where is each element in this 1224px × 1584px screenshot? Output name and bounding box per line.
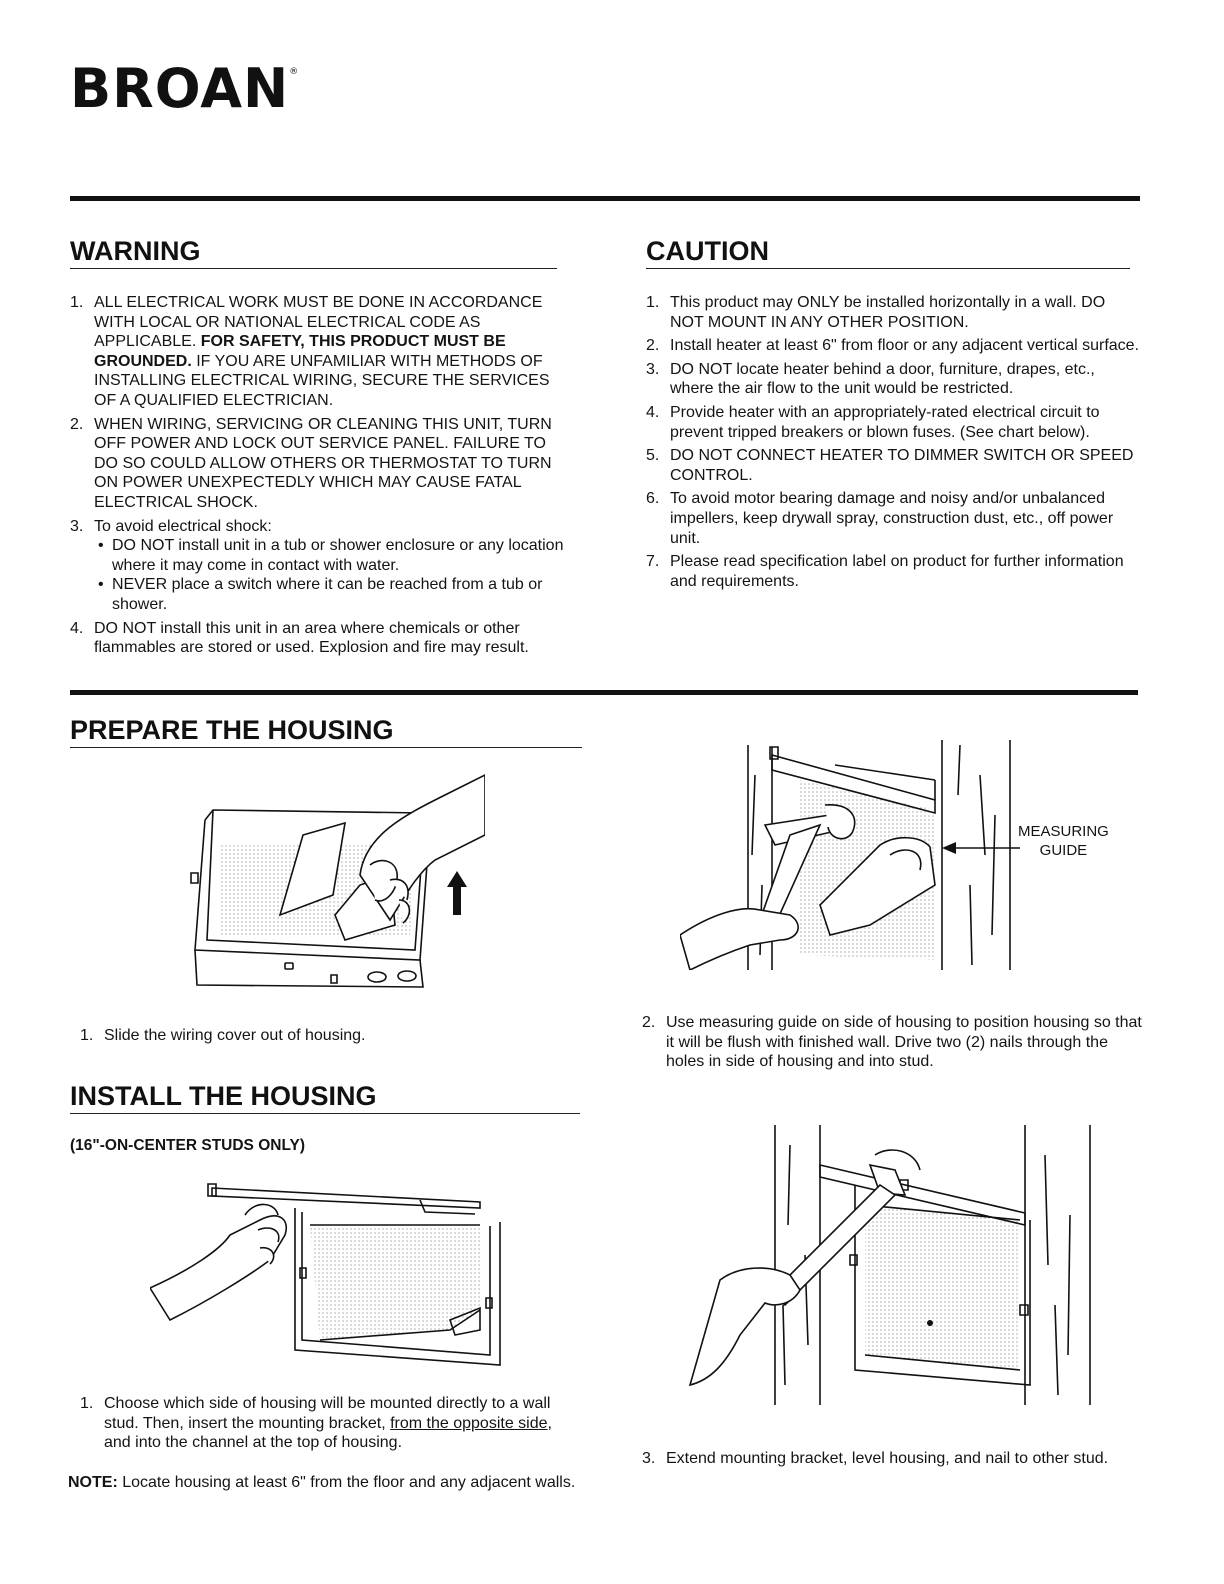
warning-item-1 [70, 293, 570, 411]
top-divider [70, 196, 1140, 201]
warning-item-2 [70, 415, 570, 513]
caution-item-2-text: Install heater at least 6" from floor or any adjacent vertical surface. [670, 337, 1140, 355]
caution-item-3 [646, 360, 1142, 399]
warning-item-4 [70, 619, 570, 658]
prepare-step-1 [80, 1026, 580, 1046]
prepare-heading-text: PREPARE THE HOUSING [70, 715, 394, 745]
warning-item-2-text: WHEN WIRING, SERVICING OR CLEANING THIS UNIT, TURN OFF POWER AND LOCK OUT SERVICE PANEL. FAILURE TO DO SO COULD ALLOW OTHERS OR THERMOSTAT TO TURN ON POWER UNEXPECTEDLY WHICH MAY CAUSE FATAL ELECTRICAL SHOCK. [94, 415, 552, 511]
prepare-heading [70, 714, 582, 748]
warning-list [70, 293, 570, 662]
warning-item-3-bullets [94, 536, 570, 614]
caution-item-3-text: DO NOT locate heater behind a door, furniture, drapes, etc., where the air flow to the unit would be restricted. [670, 360, 1095, 398]
item-number: 1. [646, 294, 660, 311]
install-step-3-text: Extend mounting bracket, level housing, and nail to other stud. [666, 1450, 1109, 1467]
caution-item-1 [646, 293, 1142, 332]
caution-item-5 [646, 446, 1142, 485]
warning-item-4-text: DO NOT install this unit in an area where chemicals or other flammables are stored or used. Explosion and fire may result. [94, 619, 529, 657]
bullet-item: • DO NOT install unit in a tub or shower enclosure or any location where it may come in contact with water. [94, 536, 570, 575]
install-step-1-text-a: Choose which side of housing will be mounted directly to a wall stud. Then, insert the mounting bracket, [104, 1395, 551, 1432]
item-number: 4. [70, 619, 84, 637]
warning-heading-text: WARNING [70, 236, 201, 266]
item-number: 2. [70, 415, 84, 433]
caution-item-1-text: This product may ONLY be installed horizontally in a wall. DO NOT MOUNT IN ANY OTHER POSITION. [670, 294, 1106, 331]
install-step-3 [642, 1449, 1142, 1469]
item-number: 7. [646, 553, 660, 571]
warning-heading [70, 235, 557, 269]
install-step-1 [80, 1394, 583, 1453]
caution-item-7 [646, 552, 1142, 591]
caution-heading-text: CAUTION [646, 236, 769, 266]
install-step-1-underlined: from the opposite side [390, 1414, 548, 1432]
install-step-2-text: Use measuring guide on side of housing to position housing so that it will be flush with finished wall. Drive two (2) nails through the holes in side of housing and into stud. [666, 1014, 1142, 1071]
middle-divider [70, 690, 1138, 695]
measuring-guide-illustration [680, 735, 1020, 970]
item-number: 1. [80, 1395, 94, 1412]
item-number: 1. [80, 1027, 94, 1044]
install-heading [70, 1080, 580, 1114]
warning-item-3 [70, 517, 570, 615]
warning-item-1-bold: FOR SAFETY, THIS PRODUCT MUST BE GROUNDED. [94, 333, 506, 370]
prepare-step-1-text: Slide the wiring cover out of housing. [104, 1027, 366, 1044]
callout-line-2: GUIDE [1039, 842, 1088, 859]
note-text: Locate housing at least 6" from the floor and any adjacent walls. [117, 1474, 576, 1491]
install-note [68, 1473, 583, 1493]
caution-item-6 [646, 489, 1142, 548]
right-step-2-list [642, 1013, 1142, 1076]
mounting-bracket-illustration [150, 1180, 510, 1370]
prepare-steps [80, 1026, 580, 1050]
install-heading-text: INSTALL THE HOUSING [70, 1081, 377, 1111]
item-number: 4. [646, 403, 660, 421]
caution-heading [646, 235, 1130, 269]
note-label: NOTE: [68, 1474, 118, 1491]
warning-item-1-text-b: IF YOU ARE UNFAMILIAR WITH METHODS OF INSTALLING ELECTRICAL WIRING, SECURE THE SERVICES OF A QUALIFIED ELECTRICIAN. [94, 352, 550, 409]
install-step-2 [642, 1013, 1142, 1072]
item-number: 2. [642, 1014, 656, 1031]
extend-bracket-illustration [680, 1125, 1110, 1405]
item-number: 3. [642, 1450, 656, 1467]
item-number: 2. [646, 337, 660, 355]
wiring-cover-illustration [185, 765, 485, 995]
warning-item-1-text-a: ALL ELECTRICAL WORK MUST BE DONE IN ACCORDANCE WITH LOCAL OR NATIONAL ELECTRICAL CODE AS APPLICABLE. [94, 294, 543, 351]
caution-list [646, 293, 1142, 595]
logo-text: BROAN [70, 57, 290, 120]
item-number: 6. [646, 490, 660, 508]
caution-item-2 [646, 336, 1142, 356]
caution-item-6-text: To avoid motor bearing damage and noisy and/or unbalanced impellers, keep drywall spray, construction dust, etc., off power unit. [670, 490, 1114, 547]
caution-item-7-text: Please read specification label on product for further information and requirements. [670, 553, 1124, 590]
item-number: 3. [646, 360, 660, 378]
warning-item-3-text: To avoid electrical shock: [94, 517, 272, 535]
right-step-3-list [642, 1449, 1142, 1473]
item-number: 1. [70, 294, 84, 311]
registered-mark: ® [289, 67, 300, 77]
caution-item-4 [646, 403, 1142, 442]
bullet-item: • NEVER place a switch where it can be reached from a tub or shower. [94, 575, 570, 614]
caution-item-5-text: DO NOT CONNECT HEATER TO DIMMER SWITCH OR SPEED CONTROL. [670, 447, 1134, 484]
install-step-1-text-b: , and into the channel at the top of housing. [104, 1414, 552, 1452]
install-steps [80, 1394, 583, 1457]
caution-item-4-text: Provide heater with an appropriately-rated electrical circuit to prevent tripped breakers or blown fuses. (See chart below). [670, 403, 1100, 441]
item-number: 5. [646, 447, 660, 465]
item-number: 3. [70, 517, 84, 535]
measuring-guide-callout [1018, 822, 1109, 860]
broan-logo [70, 57, 300, 120]
callout-line-1: MEASURING [1018, 823, 1109, 840]
install-subheading: (16"-ON-CENTER STUDS ONLY) [70, 1137, 305, 1154]
